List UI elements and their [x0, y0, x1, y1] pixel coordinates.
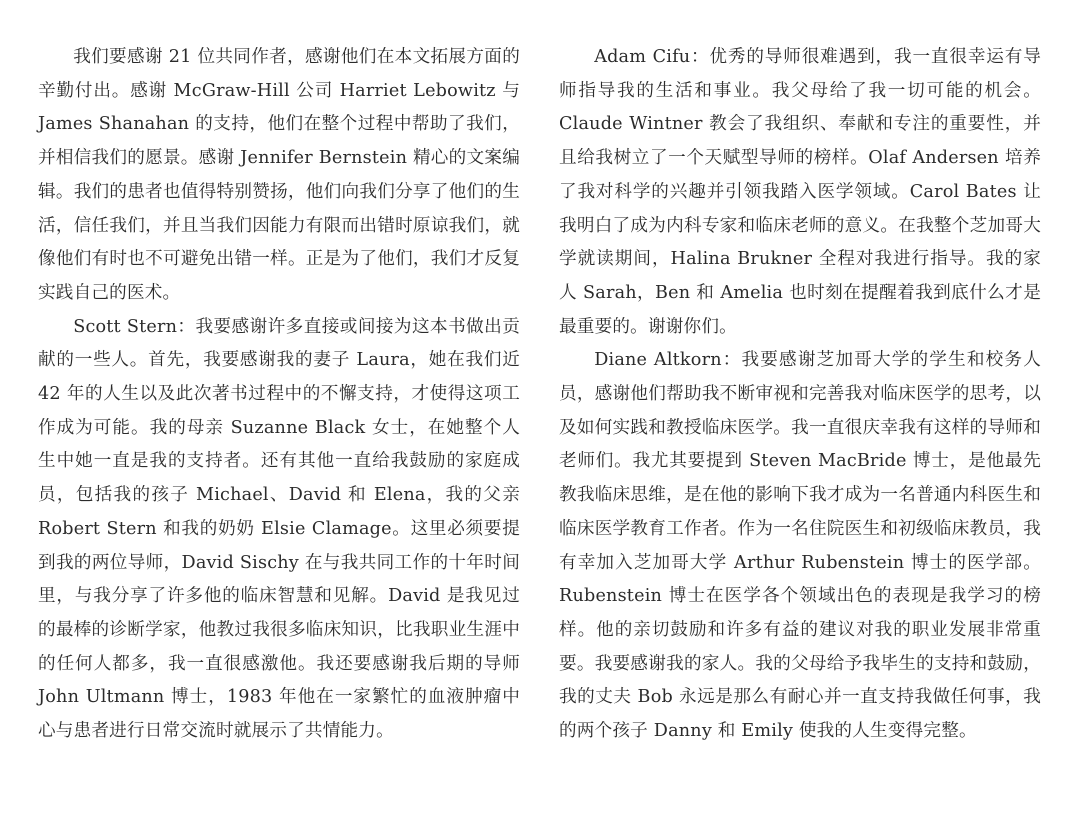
acknowledgment-paragraph-authors: 我们要感谢 21 位共同作者，感谢他们在本文拓展方面的辛勤付出。感谢 McGraw-Hill 公司 Harriet Lebowitz 与 James Shanahan 的支持，他们在整个过程中帮助了我们，并相信我们的愿景。感谢 Jennifer Bernstein 精心的文案编辑。我们的患者也值得特别赞扬，他们向我们分享了他们的生活，信任我们，并且当我们因能力有限而出错时原谅我们，就像他们有时也不可避免出错一样。正是为了他们，我们才反复实践自己的医术。 — [38, 47, 520, 303]
acknowledgment-paragraph-scott-stern: Scott Stern：我要感谢许多直接或间接为这本书做出贡献的一些人。首先，我要感谢我的妻子 Laura，她在我们近 42 年的人生以及此次著书过程中的不懈支持，才使得这项工作成为可能。我的母亲 Suzanne Black 女士，在她整个人生中她一直是我的支持者。还有其他一直给我鼓励的家庭成员，包括我的孩子 Michael、David 和 Elena，我的父亲 Robert Stern 和我的奶奶 Elsie Clamage。这里必须要提到我的两位导师，David Sischy 在与我共同工作的十年时间里，与我分享了许多他的临床智慧和见解。David 是我见过的最棒的诊断学家，他教过我很多临床知识，比我职业生涯中的任何人都多，我一直很感激他。我还要感谢我后期的导师 John Ultmann 博士，1983 年他在一家繁忙的血液肿瘤中心与患者进行日常交流时就展示了共情能力。 — [38, 316, 520, 742]
right-text-column — [559, 41, 1041, 749]
left-text-column — [38, 41, 520, 749]
acknowledgment-paragraph-adam-cifu: Adam Cifu：优秀的导师很难遇到，我一直很幸运有导师指导我的生活和事业。我父母给了我一切可能的机会。Claude Wintner 教会了我组织、奉献和专注的重要性，并且给我树立了一个天赋型导师的榜样。Olaf Andersen 培养了我对科学的兴趣并引领我踏入医学领域。Carol Bates 让我明白了成为内科专家和临床老师的意义。在我整个芝加哥大学就读期间，Halina Brukner 全程对我进行指导。我的家人 Sarah，Ben 和 Amelia 也时刻在提醒着我到底什么才是最重要的。谢谢你们。 — [559, 47, 1041, 337]
acknowledgment-paragraph-diane-altkorn: Diane Altkorn：我要感谢芝加哥大学的学生和校务人员，感谢他们帮助我不断审视和完善我对临床医学的思考，以及如何实践和教授临床医学。我一直很庆幸我有这样的导师和老师们。我尤其要提到 Steven MacBride 博士，是他最先教我临床思维，是在他的影响下我才成为一名普通内科医生和临床医学教育工作者。作为一名住院医生和初级临床教员，我有幸加入芝加哥大学 Arthur Rubenstein 博士的医学部。Rubenstein 博士在医学各个领域出色的表现是我学习的榜样。他的亲切鼓励和许多有益的建议对我的职业发展非常重要。我要感谢我的家人。我的父母给予我毕生的支持和鼓励，我的丈夫 Bob 永远是那么有耐心并一直支持我做任何事，我的两个孩子 Danny 和 Emily 使我的人生变得完整。 — [559, 350, 1041, 742]
